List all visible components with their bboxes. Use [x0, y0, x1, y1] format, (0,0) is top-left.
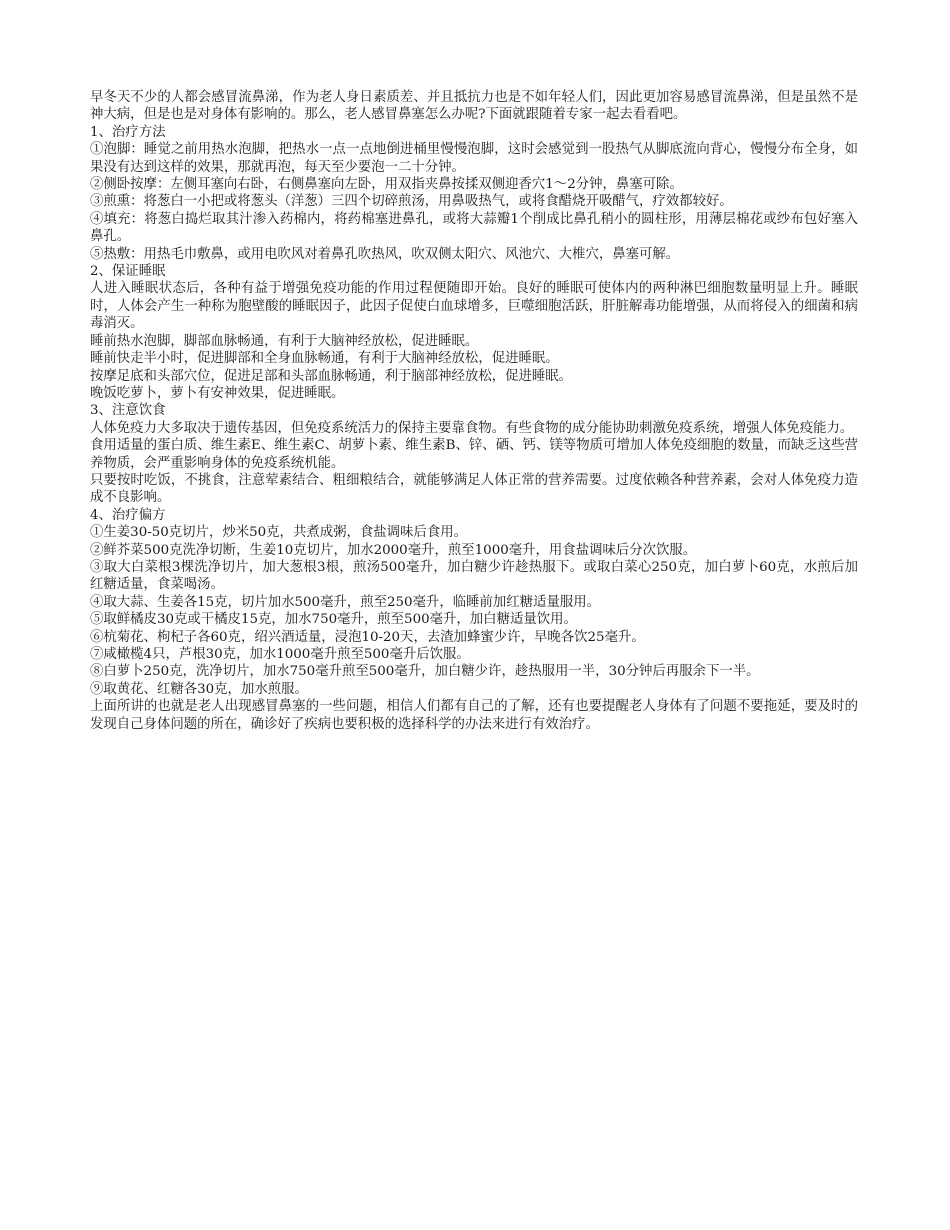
list-item: ①生姜30-50克切片，炒米50克，共煮成粥，食盐调味后食用。: [90, 525, 468, 541]
list-item: 睡前快走半小时，促进脚部和全身血脉畅通，有利于大脑神经放松，促进睡眠。: [90, 351, 559, 367]
list-item: ②鲜芥菜500克洗净切断，生姜10克切片，加水2000毫升，煎至1000毫升，用食盐调味后分次饮服。: [90, 542, 697, 558]
list-item: 人进入睡眠状态后，各种有益于增强免疫功能的作用过程便随即开始。良好的睡眠可使体内的两种淋巴细胞数量明显上升。睡眠时，人体会产生一种称为胞壁酸的睡眠因子，此因子促使白血球增多，巨噬细胞活跃，肝脏解毒功能增强，从而将侵入的细菌和病毒消灭。: [90, 281, 858, 332]
section-heading-treatment: 1、治疗方法: [90, 124, 166, 140]
article-body: [90, 89, 858, 733]
list-item: 人体免疫力大多取决于遗传基因，但免疫系统活力的保持主要靠食物。有些食物的成分能协助刺激免疫系统，增强人体免疫能力。: [90, 420, 854, 436]
list-item: ⑨取黄花、红糖各30克，加水煎服。: [90, 681, 308, 697]
list-item: ⑥杭菊花、枸杞子各60克，绍兴酒适量，浸泡10-20天，去渣加蜂蜜少许，早晚各饮25毫升。: [90, 629, 645, 645]
list-item: ⑤取鲜橘皮30克或干橘皮15克，加水750毫升，煎至500毫升，加白糖适量饮用。: [90, 612, 577, 628]
section-heading-diet: 3、注意饮食: [90, 403, 166, 419]
section-heading-sleep: 2、保证睡眠: [90, 264, 166, 280]
list-item: ⑧白萝卜250克，洗净切片，加水750毫升煎至500毫升，加白糖少许，趁热服用一半，30分钟后再服余下一半。: [90, 664, 760, 680]
section-heading-remedies: 4、治疗偏方: [90, 507, 166, 523]
list-item: ③取大白菜根3棵洗净切片，加大葱根3根，煎汤500毫升，加白糖少许趁热服下。或取白菜心250克，加白萝卜60克，水煎后加红糖适量，食菜喝汤。: [90, 559, 858, 593]
list-item: ②侧卧按摩：左侧耳塞向右卧，右侧鼻塞向左卧，用双指夹鼻按揉双侧迎香穴1～2分钟，鼻塞可除。: [90, 177, 683, 193]
list-item: 只要按时吃饭，不挑食，注意荤素结合、粗细粮结合，就能够满足人体正常的营养需要。过度依赖各种营养素，会对人体免疫力造成不良影响。: [90, 472, 858, 506]
list-item: ①泡脚：睡觉之前用热水泡脚，把热水一点一点地倒进桶里慢慢泡脚，这时会感觉到一股热气从脚底流向背心，慢慢分布全身，如果没有达到这样的效果，那就再泡，每天至少要泡一二十分钟。: [90, 142, 858, 175]
intro-paragraph: 早冬天不少的人都会感冒流鼻涕，作为老人身日素质差、并且抵抗力也是不如年轻人们，因此更加容易感冒流鼻涕，但是虽然不是神大病，但是也是对身体有影响的。那么，老人感冒鼻塞怎么办呢?下面就跟随着专家一起去看看吧。: [90, 90, 858, 123]
list-item: 晚饭吃萝卜，萝卜有安神效果，促进睡眠。: [90, 385, 345, 401]
list-item: ⑦咸橄榄4只，芦根30克，加水1000毫升煎至500毫升后饮服。: [90, 647, 470, 662]
list-item: 按摩足底和头部穴位，促进足部和头部血脉畅通，利于脑部神经放松，促进睡眠。: [90, 368, 573, 384]
list-item: ④填充：将葱白捣烂取其汁渗入药棉内，将药棉塞进鼻孔，或将大蒜瓣1个削成比鼻孔稍小的圆柱形，用薄层棉花或纱布包好塞入鼻孔。: [90, 211, 858, 245]
list-item: ③煎熏：将葱白一小把或将葱头（洋葱）三四个切碎煎汤，用鼻吸热气，或将食醋烧开吸醋气，疗效都较好。: [90, 194, 733, 210]
list-item: ⑤热敷：用热毛巾敷鼻，或用电吹风对着鼻孔吹热风，吹双侧太阳穴、风池穴、大椎穴，鼻塞可解。: [90, 246, 680, 262]
list-item: 睡前热水泡脚，脚部血脉畅通，有利于大脑神经放松，促进睡眠。: [90, 333, 479, 349]
list-item: ④取大蒜、生姜各15克，切片加水500毫升，煎至250毫升，临睡前加红糖适量服用。: [90, 594, 601, 610]
list-item: 食用适量的蛋白质、维生素E、维生素C、胡萝卜素、维生素B、锌、硒、钙、镁等物质可增加人体免疫细胞的数量，而缺乏这些营养物质，会严重影响身体的免疫系统机能。: [90, 438, 858, 471]
conclusion-paragraph: 上面所讲的也就是老人出现感冒鼻塞的一些问题，相信人们都有自己的了解，还有也要提醒老人身体有了问题不要拖延，要及时的发现自己身体问题的所在，确诊好了疾病也要积极的选择科学的办法来进行有效治疗。: [90, 699, 858, 732]
